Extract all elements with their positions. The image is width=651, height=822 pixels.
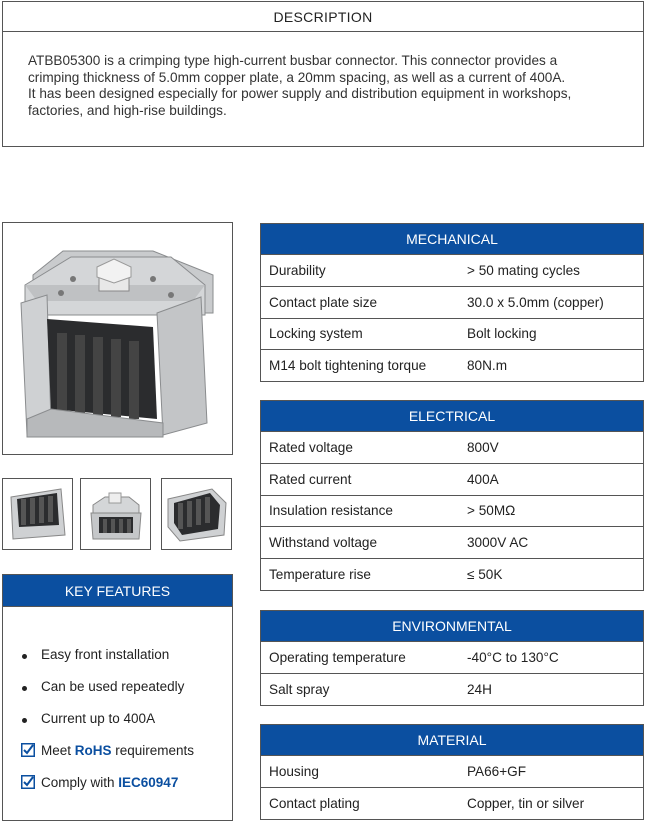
feature-text: Easy front installation [41, 647, 170, 662]
spec-value: > 50MΩ [467, 503, 516, 519]
spec-value: > 50 mating cycles [467, 262, 580, 278]
product-main-image [2, 222, 233, 455]
spec-value: 400A [467, 471, 499, 487]
spec-row [261, 318, 643, 350]
feature-suffix: requirements [111, 743, 195, 758]
spec-key: M14 bolt tightening torque [269, 358, 427, 374]
spec-row [261, 558, 643, 590]
feature-highlight: RoHS [74, 743, 112, 758]
mechanical-table [260, 223, 644, 382]
spec-value: 3000V AC [467, 535, 529, 551]
description-line: factories, and high-rise buildings. [28, 102, 227, 118]
feature-text [41, 743, 194, 758]
mechanical-title: MECHANICAL [261, 224, 643, 254]
spec-key: Insulation resistance [269, 503, 393, 519]
electrical-title: ELECTRICAL [261, 401, 643, 431]
feature-prefix: Meet [41, 743, 75, 758]
spec-value: Bolt locking [467, 326, 537, 342]
spec-row [261, 286, 643, 318]
spec-value: -40°C to 130°C [467, 649, 559, 665]
spec-row [261, 495, 643, 527]
spec-row [261, 254, 643, 286]
spec-row [261, 526, 643, 558]
feature-item [3, 743, 232, 775]
spec-key: Withstand voltage [269, 535, 378, 551]
spec-key: Rated current [269, 471, 352, 487]
key-features-panel [2, 574, 233, 821]
spec-row [261, 641, 643, 673]
spec-row [261, 787, 643, 819]
environmental-table [260, 610, 644, 706]
description-line: ATBB05300 is a crimping type high-current busbar connector. This connector provides a [28, 53, 558, 68]
spec-value: ≤ 50K [467, 567, 503, 583]
spec-value: 800V [467, 439, 499, 455]
description-panel [2, 1, 644, 147]
spec-key: Temperature rise [269, 567, 371, 583]
feature-item [3, 775, 232, 807]
feature-prefix: Comply with [41, 775, 119, 790]
feature-text: Current up to 400A [41, 711, 156, 726]
spec-key: Contact plating [269, 795, 360, 811]
spec-row [261, 431, 643, 463]
feature-text: Can be used repeatedly [41, 679, 185, 694]
spec-row [261, 349, 643, 381]
spec-key: Contact plate size [269, 294, 378, 310]
feature-item [3, 711, 232, 743]
spec-value: PA66+GF [467, 763, 527, 779]
key-features-list [3, 607, 232, 807]
feature-highlight: IEC60947 [118, 775, 179, 790]
spec-value: 24H [467, 681, 492, 697]
feature-item [3, 647, 232, 679]
bullet-icon [3, 711, 41, 726]
electrical-table [260, 400, 644, 591]
description-title: DESCRIPTION [3, 2, 643, 32]
checkbox-checked-icon [3, 743, 41, 760]
spec-value: 80N.m [467, 358, 508, 374]
spec-value: 30.0 x 5.0mm (copper) [467, 294, 604, 310]
spec-row [261, 673, 643, 705]
environmental-title: ENVIRONMENTAL [261, 611, 643, 641]
spec-key: Durability [269, 262, 326, 278]
spec-key: Operating temperature [269, 649, 406, 665]
bullet-icon [3, 679, 41, 694]
description-text [3, 32, 643, 119]
spec-key: Rated voltage [269, 439, 353, 455]
description-line: It has been designed especially for power supply and distribution equipment in workshops, [28, 86, 572, 102]
product-thumbnail-2[interactable] [80, 478, 151, 550]
description-line: crimping thickness of 5.0mm copper plate, a 20mm spacing, as well as a current of 400A. [28, 69, 566, 85]
product-thumbnail-1[interactable] [2, 478, 73, 550]
material-title: MATERIAL [261, 725, 643, 755]
spec-row [261, 755, 643, 787]
spec-row [261, 463, 643, 495]
key-features-title: KEY FEATURES [3, 575, 232, 607]
checkbox-checked-icon [3, 775, 41, 792]
feature-text [41, 775, 178, 790]
material-table [260, 724, 644, 820]
product-thumbnail-3[interactable] [161, 478, 232, 550]
spec-key: Housing [269, 763, 319, 779]
bullet-icon [3, 647, 41, 662]
spec-key: Salt spray [269, 681, 330, 697]
spec-value: Copper, tin or silver [467, 795, 585, 811]
feature-item [3, 679, 232, 711]
spec-key: Locking system [269, 326, 363, 342]
